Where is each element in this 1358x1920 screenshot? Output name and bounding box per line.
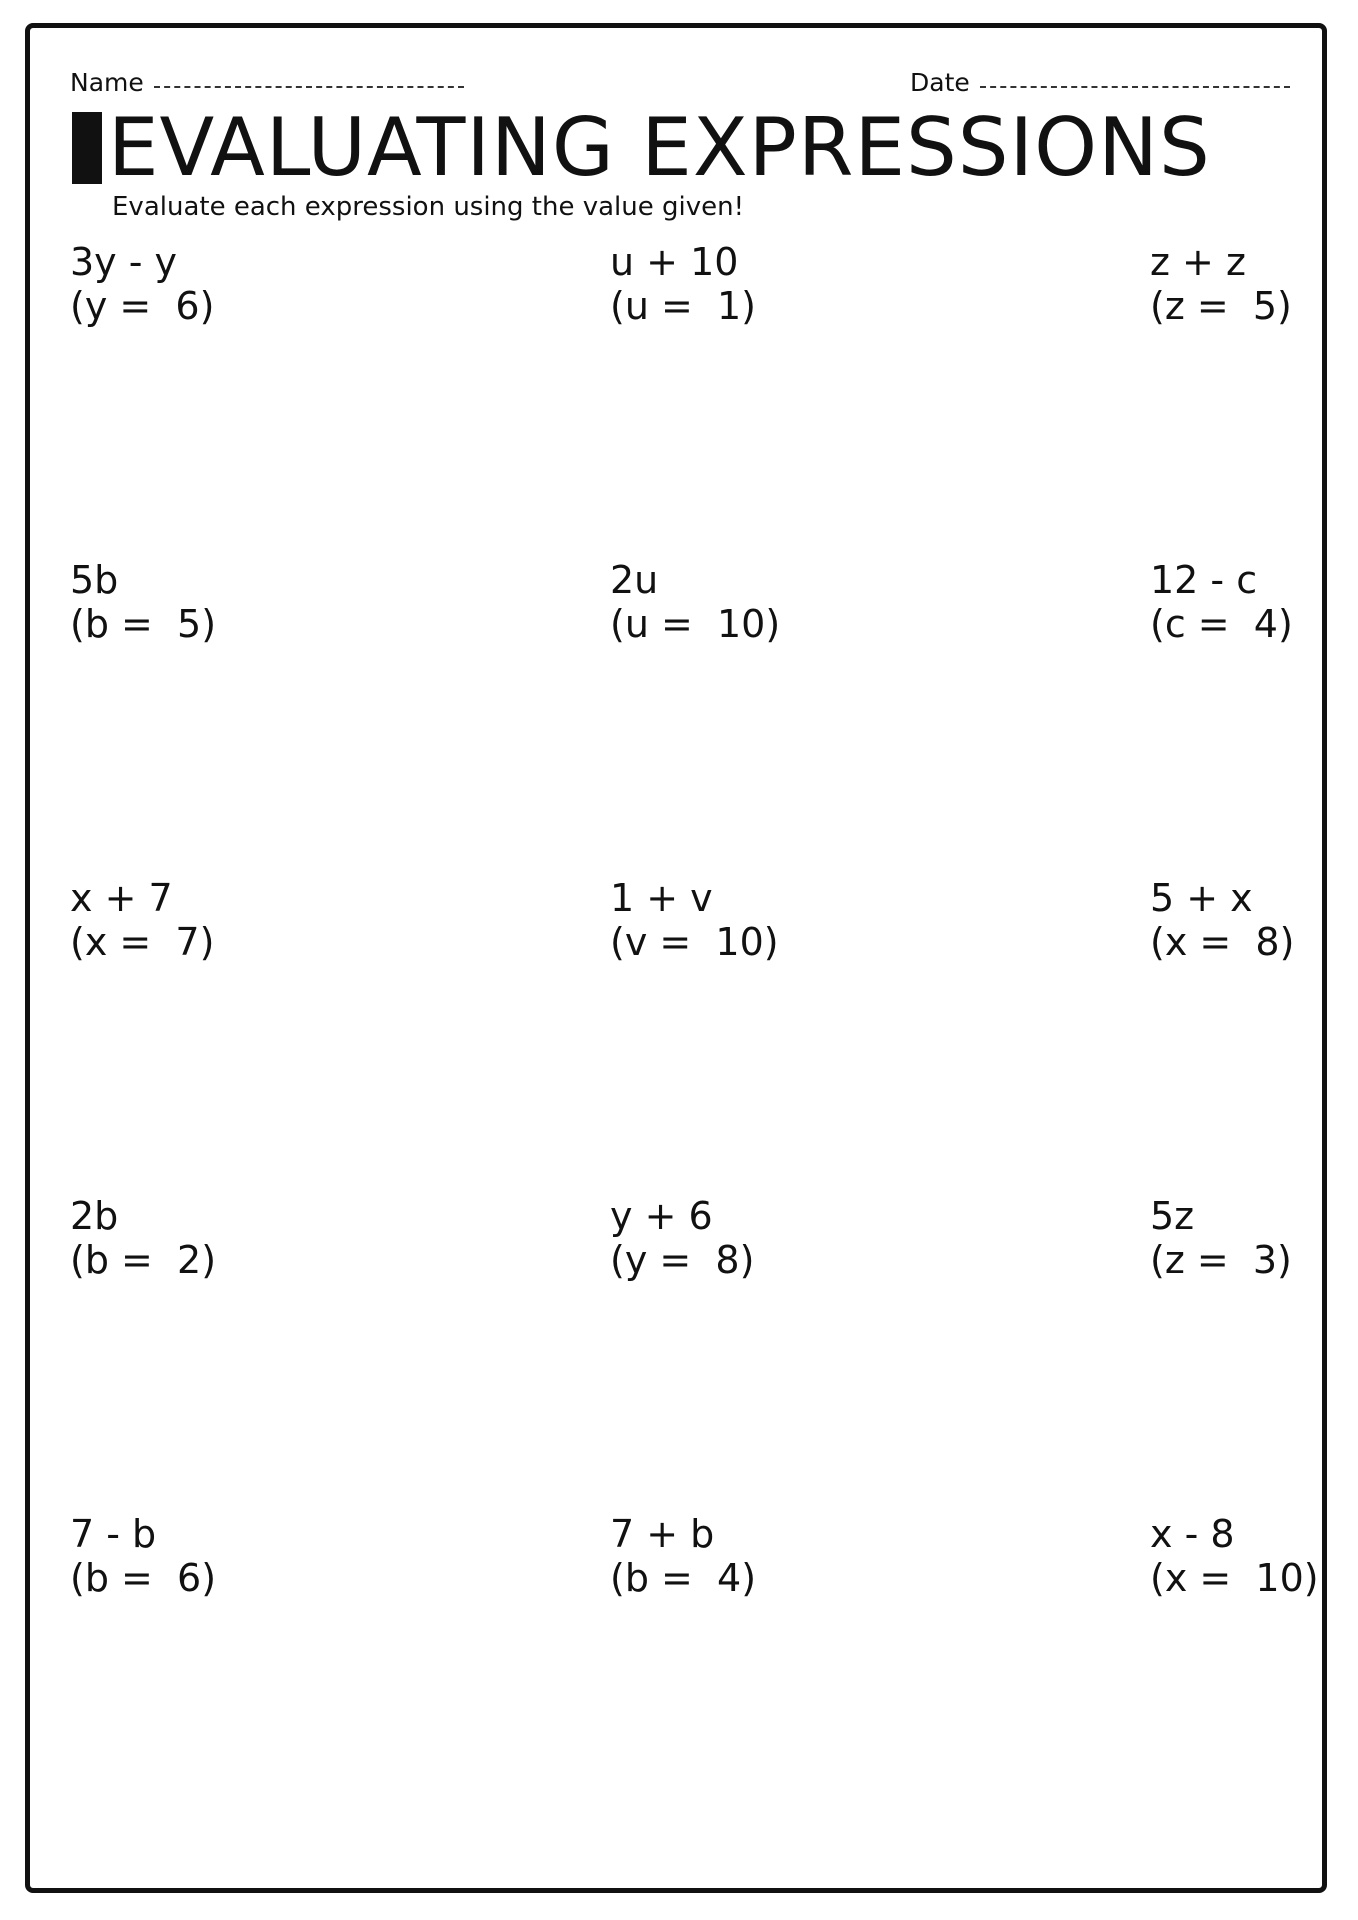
problem-expression: 7 + b xyxy=(610,1512,715,1556)
date-field[interactable] xyxy=(910,68,1290,97)
problem-item xyxy=(610,876,1150,1194)
problem-given-value: (u = 10) xyxy=(610,602,781,646)
problem-given-value: (b = 2) xyxy=(70,1238,217,1282)
problem-item xyxy=(610,1512,1150,1830)
problem-given-value: (b = 6) xyxy=(70,1556,217,1600)
problem-expression: x + 7 xyxy=(70,876,173,920)
problem-given-value: (z = 5) xyxy=(1150,284,1292,328)
problem-expression: 5z xyxy=(1150,1194,1195,1238)
problem-expression: x - 8 xyxy=(1150,1512,1235,1556)
problem-item xyxy=(610,1194,1150,1512)
problem-given-value: (x = 7) xyxy=(70,920,215,964)
date-label: Date xyxy=(910,68,970,97)
instructions: Evaluate each expression using the value given! xyxy=(112,192,745,222)
problem-given-value: (x = 8) xyxy=(1150,920,1295,964)
problem-item xyxy=(610,240,1150,558)
title-block xyxy=(72,101,1211,194)
problem-given-value: (x = 10) xyxy=(1150,1556,1319,1600)
problem-expression: 2u xyxy=(610,558,659,602)
name-label: Name xyxy=(70,68,144,97)
problem-item xyxy=(1150,558,1310,876)
problem-expression: u + 10 xyxy=(610,240,739,284)
problem-item xyxy=(1150,876,1310,1194)
problem-item xyxy=(70,1194,610,1512)
problem-given-value: (c = 4) xyxy=(1150,602,1293,646)
problem-given-value: (v = 10) xyxy=(610,920,779,964)
problem-given-value: (u = 1) xyxy=(610,284,756,328)
problem-item xyxy=(70,558,610,876)
problem-item xyxy=(70,876,610,1194)
problem-item xyxy=(610,558,1150,876)
problem-item xyxy=(1150,240,1310,558)
problem-expression: 7 - b xyxy=(70,1512,157,1556)
problem-item xyxy=(70,240,610,558)
page-title: EVALUATING EXPRESSIONS xyxy=(108,101,1211,194)
problem-given-value: (z = 3) xyxy=(1150,1238,1292,1282)
problem-expression: 1 + v xyxy=(610,876,713,920)
problem-expression: 2b xyxy=(70,1194,119,1238)
problem-expression: 5b xyxy=(70,558,119,602)
problem-given-value: (y = 8) xyxy=(610,1238,755,1282)
problem-expression: 12 - c xyxy=(1150,558,1258,602)
problem-item xyxy=(70,1512,610,1830)
problem-expression: y + 6 xyxy=(610,1194,713,1238)
problem-given-value: (y = 6) xyxy=(70,284,215,328)
problem-expression: 3y - y xyxy=(70,240,178,284)
problem-expression: z + z xyxy=(1150,240,1246,284)
name-field[interactable] xyxy=(70,68,464,97)
problem-item xyxy=(1150,1512,1319,1830)
title-accent-bar xyxy=(72,112,102,184)
name-blank-line[interactable] xyxy=(154,85,464,88)
problem-grid xyxy=(70,240,1319,1860)
problem-given-value: (b = 4) xyxy=(610,1556,757,1600)
problem-expression: 5 + x xyxy=(1150,876,1253,920)
problem-item xyxy=(1150,1194,1310,1512)
problem-given-value: (b = 5) xyxy=(70,602,217,646)
date-blank-line[interactable] xyxy=(980,85,1290,88)
